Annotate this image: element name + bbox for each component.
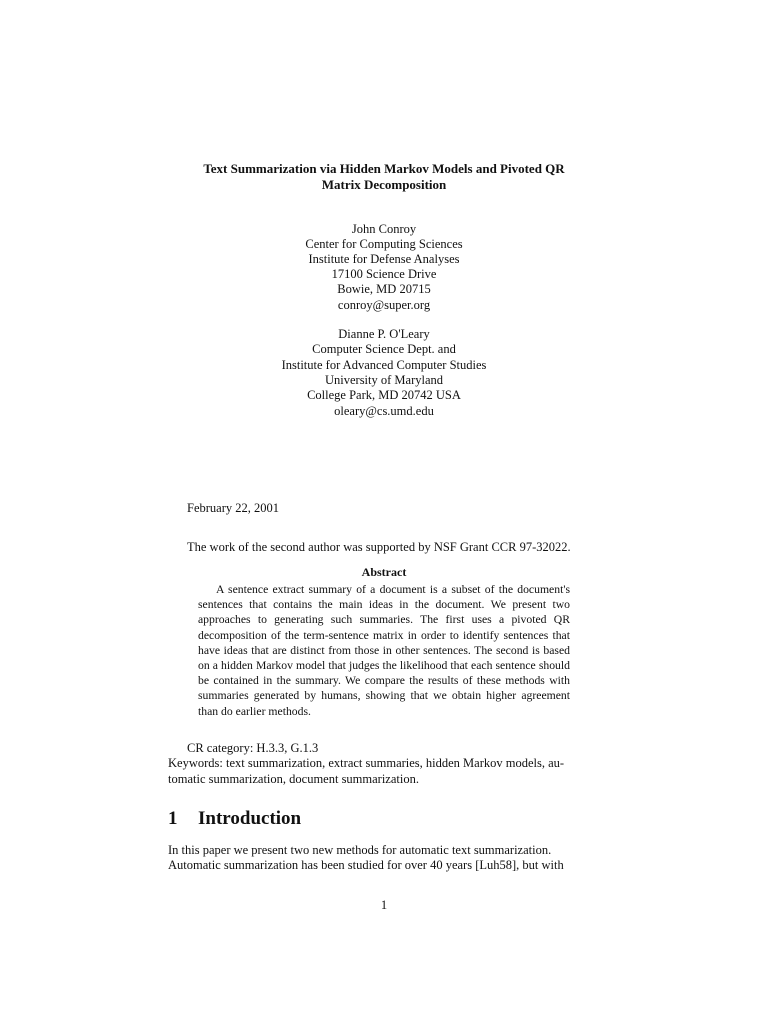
author-address: 17100 Science Drive [331,267,437,281]
keywords-line-2: tomatic summarization, document summarization. [168,772,419,786]
paper-date: February 22, 2001 [187,501,279,515]
keywords-line-1: Keywords: text summarization, extract summaries, hidden Markov models, au- [168,756,565,770]
paper-title-line-1: Text Summarization via Hidden Markov Models and Pivoted QR [203,161,565,176]
author-affiliation: Institute for Advanced Computer Studies [281,358,487,372]
author-affiliation: Institute for Defense Analyses [308,252,460,266]
author-affiliation: Center for Computing Sciences [305,237,463,251]
author-email: conroy@super.org [337,298,431,312]
abstract-heading: Abstract [361,565,407,579]
paper-title-line-2: Matrix Decomposition [321,177,447,192]
abstract-body: A sentence extract summary of a document is a subset of the document's sentences that contains the main ideas in the document. We present two approaches to generating such summaries. The first uses a pivoted QR decomposition of the term-sentence matrix in order to identify sentences that have ideas that are distinct from those in other sentences. The second is based on a hidden Markov model that judges the likelihood that each sentence should be contained in the summary. We compare the results of these methods with summaries generated by humans, showing that we obtain higher agreement than do earlier methods. [198,583,570,718]
funding-note: The work of the second author was supported by NSF Grant CCR 97-32022. [187,540,571,554]
author-name: Dianne P. O'Leary [338,327,430,341]
author-affiliation: University of Maryland [324,373,444,387]
section-number: 1 [168,808,178,829]
author-address: College Park, MD 20742 USA [307,388,461,402]
body-text-line: In this paper we present two new methods for automatic text summarization. [168,843,552,857]
author-name: John Conroy [351,222,417,236]
author-affiliation: Computer Science Dept. and [312,342,456,356]
page-number: 1 [380,898,388,912]
author-email: oleary@cs.umd.edu [334,404,434,418]
body-text-line: Automatic summarization has been studied for over 40 years [Luh58], but with [168,858,564,872]
cr-category: CR category: H.3.3, G.1.3 [187,741,319,755]
section-title: Introduction [198,808,302,829]
author-address: Bowie, MD 20715 [337,282,431,296]
